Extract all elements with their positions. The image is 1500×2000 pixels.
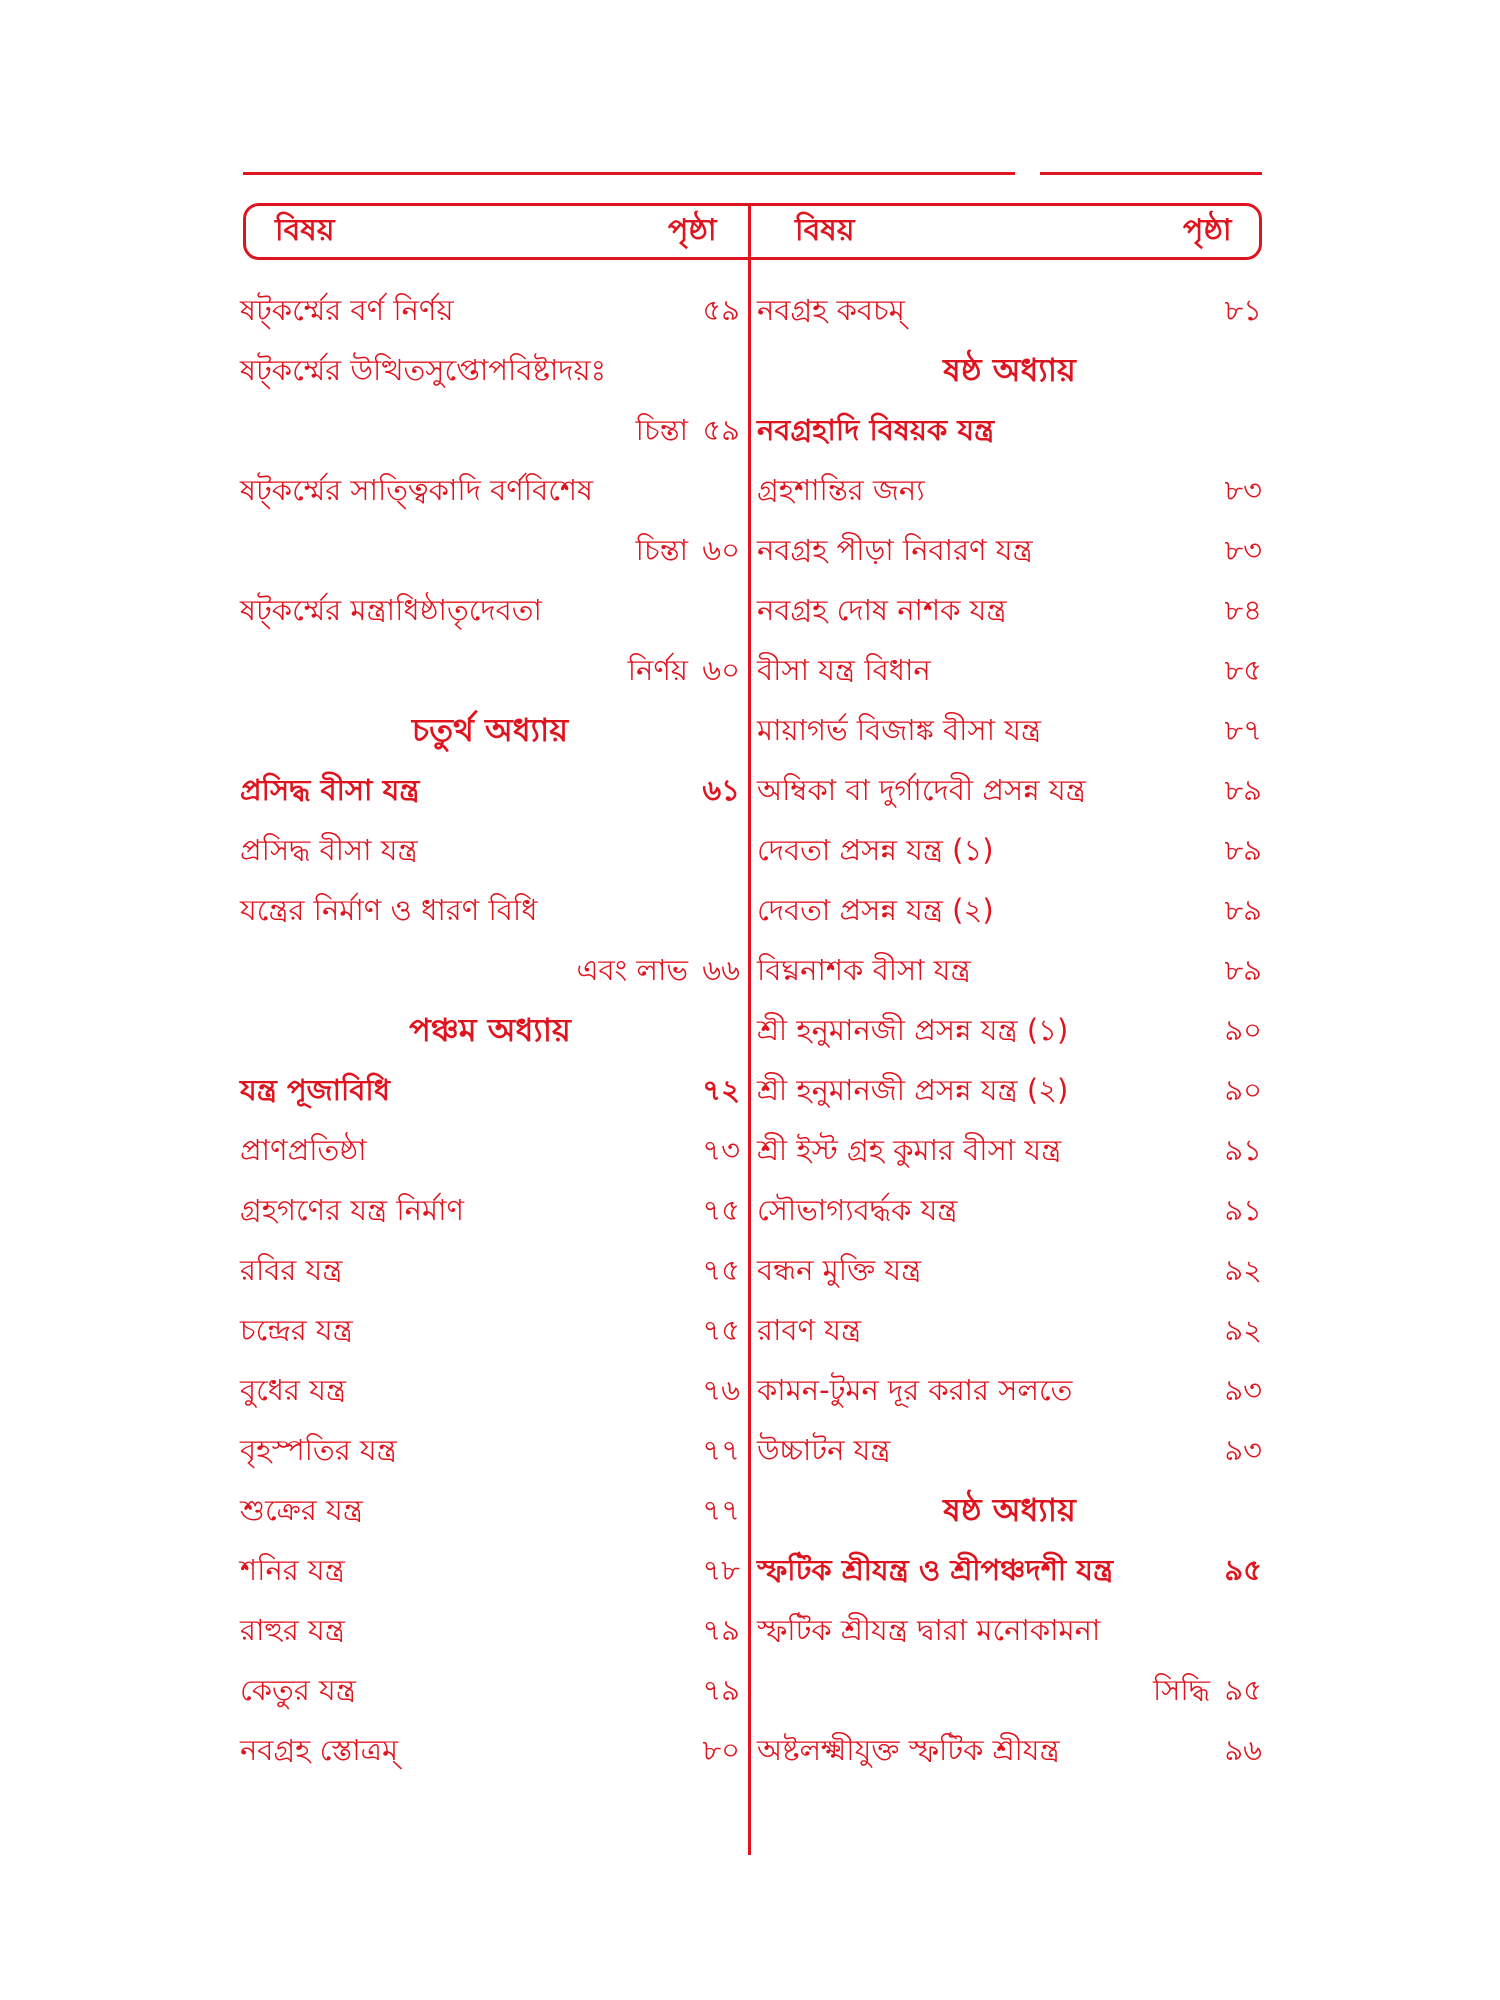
chapter-heading-text: চতুর্থ অধ্যায় <box>411 711 569 749</box>
toc-entry <box>757 1720 1262 1780</box>
toc-entry-title: ষট্‌কর্ম্মের উত্থিতসুপ্তোপবিষ্টাদয়ঃ <box>240 353 607 387</box>
toc-entry-page: ৭৭ <box>702 1493 740 1527</box>
toc-entry-title: শ্রী ইস্ট গ্রহ কুমার বীসা যন্ত্র <box>757 1133 1062 1167</box>
chapter-heading <box>240 1000 740 1060</box>
toc-entry-page: ৭৯ <box>702 1673 740 1707</box>
toc-entry <box>757 1540 1262 1600</box>
toc-entry <box>757 760 1262 820</box>
right-column <box>757 280 1262 1780</box>
toc-entry-page: ৭৯ <box>702 1613 740 1647</box>
toc-entry-title: প্রাণপ্রতিষ্ঠা <box>240 1133 367 1167</box>
header-right-page: পৃষ্ঠা <box>1183 213 1232 248</box>
toc-entry-title: শ্রী হনুমানজী প্রসন্ন যন্ত্র (১) <box>757 1013 1069 1047</box>
toc-entry-page: ৯৩ <box>1224 1373 1262 1407</box>
toc-entry-title: স্ফটিক শ্রীযন্ত্র ও শ্রীপঞ্চদশী যন্ত্র <box>757 1553 1114 1587</box>
toc-entry <box>757 1300 1262 1360</box>
toc-entry-title: যন্ত্রের নির্মাণ ও ধারণ বিধি <box>240 893 538 927</box>
toc-entry-page: ৭৮ <box>702 1553 740 1587</box>
toc-entry <box>757 520 1262 580</box>
toc-entry <box>757 1180 1262 1240</box>
toc-entry-title: কেতুর যন্ত্র <box>240 1673 356 1707</box>
toc-entry-title: গ্রহশান্তির জন্য <box>757 473 925 507</box>
toc-entry <box>240 1480 740 1540</box>
toc-entry <box>757 400 1262 460</box>
toc-entry <box>757 1120 1262 1180</box>
toc-entry-title: এবং লাভ <box>576 953 688 987</box>
toc-entry-title: শনির যন্ত্র <box>240 1553 345 1587</box>
toc-entry <box>240 580 740 640</box>
toc-entry-page: ৬১ <box>702 773 740 807</box>
toc-entry-page: ৯৫ <box>1224 1673 1262 1707</box>
toc-entry <box>757 460 1262 520</box>
header-right-subject: বিষয় <box>795 213 855 248</box>
toc-entry-page: ৮৯ <box>1224 833 1262 867</box>
toc-entry-page: ৮৩ <box>1224 533 1262 567</box>
toc-entry-title: শ্রী হনুমানজী প্রসন্ন যন্ত্র (২) <box>757 1073 1069 1107</box>
toc-entry <box>240 1420 740 1480</box>
toc-entry-title: রাবণ যন্ত্র <box>757 1313 862 1347</box>
toc-entry <box>757 1240 1262 1300</box>
toc-entry <box>757 280 1262 340</box>
toc-entry <box>240 1660 740 1720</box>
toc-entry <box>240 1720 740 1780</box>
toc-entry-title: নবগ্রহ পীড়া নিবারণ যন্ত্র <box>757 533 1033 567</box>
chapter-heading <box>757 1480 1262 1540</box>
toc-entry-title: বীসা যন্ত্র বিধান <box>757 653 931 687</box>
toc-entry <box>240 760 740 820</box>
toc-entry-title: গ্রহগণের যন্ত্র নির্মাণ <box>240 1193 465 1227</box>
toc-entry-title: রবির যন্ত্র <box>240 1253 343 1287</box>
toc-entry <box>757 820 1262 880</box>
toc-entry-page: ৯০ <box>1224 1073 1262 1107</box>
toc-entry-page: ৫৯ <box>702 413 740 447</box>
toc-entry-page: ৯০ <box>1224 1013 1262 1047</box>
toc-entry-title: শুক্রের যন্ত্র <box>240 1493 363 1527</box>
toc-entry-title: নবগ্রহ দোষ নাশক যন্ত্র <box>757 593 1007 627</box>
toc-entry <box>757 880 1262 940</box>
toc-entry-title: বৃহস্পতির যন্ত্র <box>240 1433 397 1467</box>
toc-entry-title: সিদ্ধি <box>1152 1673 1210 1707</box>
toc-entry-title: অষ্টলক্ষ্মীযুক্ত স্ফটিক শ্রীযন্ত্র <box>757 1733 1060 1767</box>
toc-entry-continuation <box>240 400 740 460</box>
toc-entry-page: ৮৯ <box>1224 953 1262 987</box>
toc-entry <box>240 1240 740 1300</box>
toc-entry <box>757 700 1262 760</box>
toc-entry-title: দেবতা প্রসন্ন যন্ত্র (১) <box>757 833 994 867</box>
toc-entry-title: চিন্তা <box>635 533 688 567</box>
toc-entry <box>240 340 740 400</box>
toc-entry-title: নবগ্রহ স্তোত্রম্‌ <box>240 1733 399 1767</box>
chapter-heading-text: ষষ্ঠ অধ্যায় <box>943 351 1076 389</box>
toc-entry-title: রাহুর যন্ত্র <box>240 1613 345 1647</box>
toc-entry-page: ৮৫ <box>1224 653 1262 687</box>
toc-entry <box>240 1360 740 1420</box>
toc-entry-page: ৯২ <box>1224 1253 1262 1287</box>
toc-entry-title: চন্দ্রের যন্ত্র <box>240 1313 353 1347</box>
toc-entry-title: প্রসিদ্ধ বীসা যন্ত্র <box>240 833 418 867</box>
toc-entry-page: ৯২ <box>1224 1313 1262 1347</box>
toc-entry <box>240 1060 740 1120</box>
toc-entry-title: ষট্‌কর্ম্মের বর্ণ নির্ণয় <box>240 293 454 327</box>
toc-entry <box>757 940 1262 1000</box>
toc-entry-page: ৭৬ <box>702 1373 740 1407</box>
header-left-subject: বিষয় <box>275 213 335 248</box>
toc-entry-title: ষট্‌কর্ম্মের মন্ত্রাধিষ্ঠাতৃদেবতা <box>240 593 542 627</box>
toc-entry <box>240 1300 740 1360</box>
toc-entry-title: অম্বিকা বা দুর্গাদেবী প্রসন্ন যন্ত্র <box>757 773 1086 807</box>
toc-entry <box>240 460 740 520</box>
toc-entry <box>240 880 740 940</box>
header-left-page: পৃষ্ঠা <box>668 213 717 248</box>
toc-entry-page: ৫৯ <box>702 293 740 327</box>
toc-entry <box>240 280 740 340</box>
toc-entry-page: ৬০ <box>702 653 740 687</box>
toc-entry-continuation <box>240 940 740 1000</box>
toc-entry-continuation <box>757 1660 1262 1720</box>
toc-entry <box>757 580 1262 640</box>
chapter-heading-text: ষষ্ঠ অধ্যায় <box>943 1491 1076 1529</box>
toc-entry-title: নবগ্রহাদি বিষয়ক যন্ত্র <box>757 413 995 447</box>
toc-entry-page: ৯১ <box>1224 1133 1262 1167</box>
toc-entry-page: ৯৬ <box>1224 1733 1262 1767</box>
toc-entry-title: বিঘ্ননাশক বীসা যন্ত্র <box>757 953 971 987</box>
toc-entry <box>757 1060 1262 1120</box>
column-divider <box>748 203 751 1855</box>
toc-entry <box>757 640 1262 700</box>
toc-entry-title: নবগ্রহ কবচম্‌ <box>757 293 905 327</box>
toc-entry <box>240 1600 740 1660</box>
toc-entry <box>757 1420 1262 1480</box>
toc-entry-title: মায়াগর্ভ বিজাঙ্ক বীসা যন্ত্র <box>757 713 1042 747</box>
toc-entry-page: ৬০ <box>702 533 740 567</box>
toc-entry-title: সৌভাগ্যবর্দ্ধক যন্ত্র <box>757 1193 958 1227</box>
toc-entry-page: ৮০ <box>702 1733 740 1767</box>
toc-entry-page: ৮৯ <box>1224 893 1262 927</box>
toc-entry-title: যন্ত্র পূজাবিধি <box>240 1073 390 1107</box>
top-rule-left <box>243 172 1015 175</box>
toc-entry-title: নির্ণয় <box>627 653 688 687</box>
chapter-heading-text: পঞ্চম অধ্যায় <box>409 1011 571 1049</box>
toc-entry-page: ৭৩ <box>702 1133 740 1167</box>
toc-entry-page: ৭৫ <box>702 1193 740 1227</box>
toc-entry-page: ৮৩ <box>1224 473 1262 507</box>
toc-entry-page: ৮১ <box>1224 293 1262 327</box>
toc-entry <box>240 1180 740 1240</box>
toc-entry-page: ৭৫ <box>702 1313 740 1347</box>
toc-entry <box>757 1600 1262 1660</box>
toc-entry-page: ৭৫ <box>702 1253 740 1287</box>
toc-entry-title: কামন-টুমন দূর করার সলতে <box>757 1373 1073 1407</box>
toc-entry-title: প্রসিদ্ধ বীসা যন্ত্র <box>240 773 420 807</box>
toc-entry-title: ষট্‌কর্ম্মের সাত্ত্বিকাদি বর্ণবিশেষ <box>240 473 594 507</box>
toc-entry-title: বন্ধন মুক্তি যন্ত্র <box>757 1253 922 1287</box>
toc-entry <box>240 1120 740 1180</box>
toc-entry-title: বুধের যন্ত্র <box>240 1373 347 1407</box>
chapter-heading <box>240 700 740 760</box>
toc-entry-continuation <box>240 520 740 580</box>
toc-entry <box>757 1360 1262 1420</box>
toc-entry <box>757 1000 1262 1060</box>
toc-entry-title: দেবতা প্রসন্ন যন্ত্র (২) <box>757 893 994 927</box>
toc-entry-page: ৯১ <box>1224 1193 1262 1227</box>
toc-entry-page: ৯৩ <box>1224 1433 1262 1467</box>
top-rule-right <box>1040 172 1262 175</box>
left-column <box>240 280 740 1780</box>
toc-entry-continuation <box>240 640 740 700</box>
chapter-heading <box>757 340 1262 400</box>
toc-entry-title: উচ্চাটন যন্ত্র <box>757 1433 891 1467</box>
toc-entry-page: ৬৬ <box>702 953 740 987</box>
toc-entry-page: ৭৭ <box>702 1433 740 1467</box>
toc-entry-page: ৮৯ <box>1224 773 1262 807</box>
header-box <box>243 203 1262 260</box>
toc-entry <box>240 1540 740 1600</box>
toc-entry-page: ৮৭ <box>1224 713 1262 747</box>
toc-entry-title: চিন্তা <box>635 413 688 447</box>
toc-entry-page: ৮৪ <box>1224 593 1262 627</box>
toc-entry-page: ৭২ <box>702 1073 740 1107</box>
toc-entry-title: স্ফটিক শ্রীযন্ত্র দ্বারা মনোকামনা <box>757 1613 1101 1647</box>
toc-entry-page: ৯৫ <box>1224 1553 1262 1587</box>
toc-entry <box>240 820 740 880</box>
